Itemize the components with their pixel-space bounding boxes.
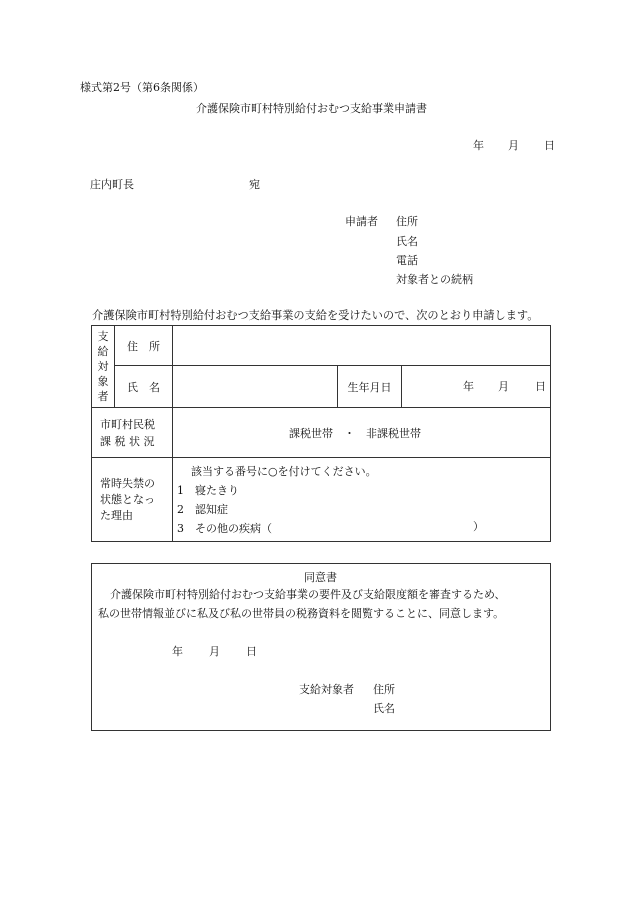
reason-label-line2: 状態となっ bbox=[100, 492, 155, 506]
date-day: 日 bbox=[544, 139, 555, 152]
birth-day: 日 bbox=[535, 380, 546, 393]
consent-title: 同意書 bbox=[304, 571, 337, 584]
form-title: 介護保険市町村特別給付おむつ支給事業申請書 bbox=[196, 102, 427, 115]
recipient-char: 象 bbox=[97, 375, 109, 388]
recipient-label bbox=[92, 326, 115, 408]
reason-option-bedridden[interactable]: 1 寝たきり bbox=[177, 483, 239, 497]
reason-label bbox=[92, 458, 173, 542]
address-label: 住 所 bbox=[115, 326, 173, 366]
name-field[interactable] bbox=[173, 366, 338, 408]
reason-label-line3: た理由 bbox=[100, 508, 133, 522]
addressee-honorific: 宛 bbox=[249, 178, 260, 191]
birth-year: 年 bbox=[463, 380, 474, 393]
reason-other-close: ） bbox=[473, 520, 484, 533]
recipient-char: 対 bbox=[97, 360, 109, 373]
consent-date-month: 月 bbox=[209, 645, 220, 658]
reason-field bbox=[173, 458, 551, 542]
address-field[interactable] bbox=[173, 326, 551, 366]
birthdate-label: 生年月日 bbox=[338, 366, 402, 408]
form-number: 様式第2号（第6条関係） bbox=[80, 81, 204, 94]
applicant-phone-label: 電話 bbox=[396, 254, 418, 267]
recipient-char: 支 bbox=[97, 330, 109, 343]
name-label: 氏 名 bbox=[115, 366, 173, 408]
consent-name-label: 氏名 bbox=[373, 702, 395, 715]
tax-label-line1: 市町村民税 bbox=[100, 417, 155, 431]
addressee-name: 庄内町長 bbox=[90, 178, 134, 191]
tax-label-line2: 課 税 状 況 bbox=[100, 434, 155, 448]
consent-date-year: 年 bbox=[172, 645, 183, 658]
applicant-relation-label: 対象者との続柄 bbox=[396, 273, 473, 286]
consent-signer-label: 支給対象者 bbox=[299, 683, 354, 696]
application-table bbox=[91, 325, 551, 542]
reason-instruction: 該当する番号に○を付けてください。 bbox=[191, 464, 377, 478]
date-year: 年 bbox=[473, 139, 484, 152]
applicant-label: 申請者 bbox=[345, 215, 378, 228]
tax-status-label bbox=[92, 408, 173, 458]
consent-line2: 私の世帯情報並びに私及び私の世帯員の税務資料を閲覧することに、同意します。 bbox=[98, 607, 505, 620]
recipient-char: 者 bbox=[97, 390, 109, 403]
recipient-char: 給 bbox=[97, 345, 109, 358]
consent-date-day: 日 bbox=[246, 645, 257, 658]
consent-line1: 介護保険市町村特別給付おむつ支給事業の要件及び支給限度額を審査するため、 bbox=[110, 588, 506, 601]
intro-text: 介護保険市町村特別給付おむつ支給事業の支給を受けたいので、次のとおり申請します。 bbox=[92, 309, 539, 322]
tax-options[interactable]: 課税世帯 ・ 非課税世帯 bbox=[173, 408, 551, 458]
reason-option-other[interactable]: 3 その他の疾病（ bbox=[177, 521, 272, 535]
reason-label-line1: 常時失禁の bbox=[100, 476, 155, 490]
consent-box bbox=[91, 563, 551, 731]
consent-address-label: 住所 bbox=[373, 683, 395, 696]
applicant-name-label: 氏名 bbox=[396, 235, 418, 248]
birthdate-field[interactable] bbox=[402, 366, 551, 408]
applicant-address-label: 住所 bbox=[396, 215, 418, 228]
date-month: 月 bbox=[508, 139, 519, 152]
birth-month: 月 bbox=[498, 380, 509, 393]
reason-option-dementia[interactable]: 2 認知症 bbox=[177, 502, 228, 516]
